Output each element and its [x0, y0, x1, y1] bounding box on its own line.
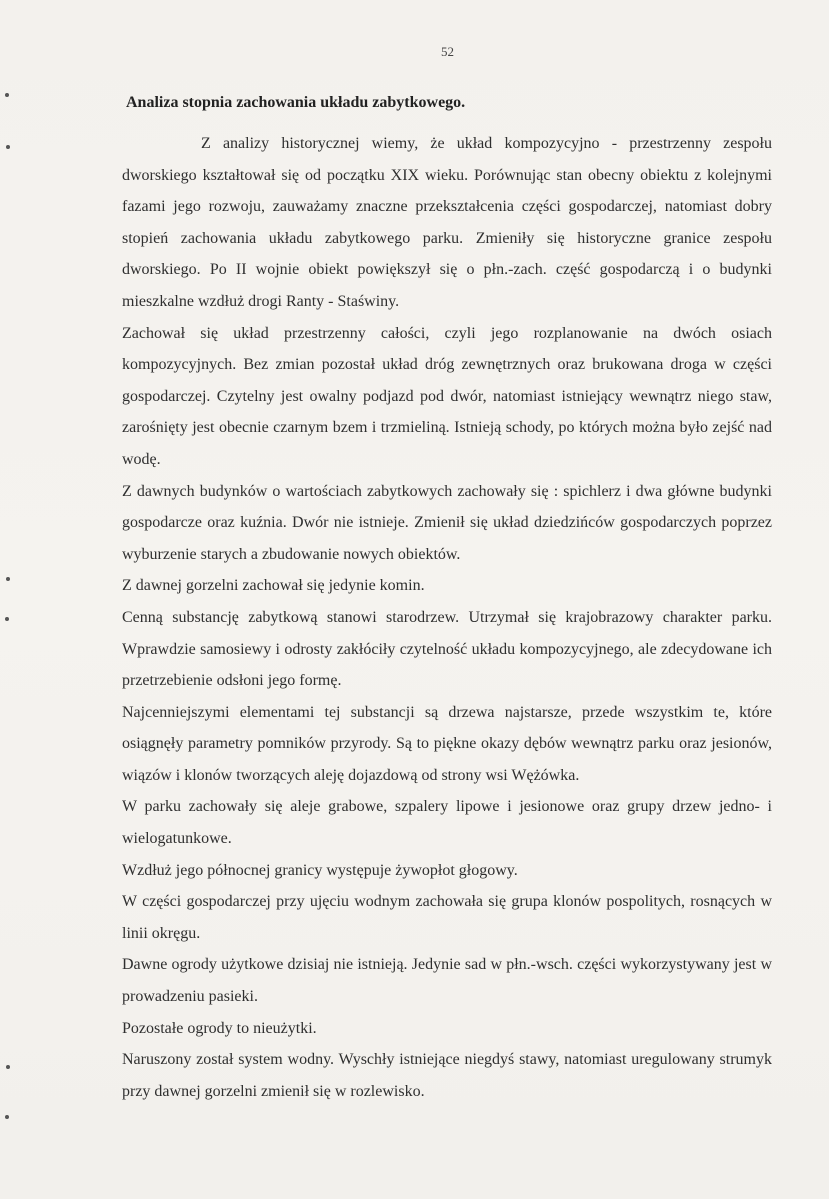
scan-mark — [6, 1065, 10, 1069]
body-text — [122, 128, 772, 1107]
paragraph: Z dawnych budynków o wartościach zabytkowych zachowały się : spichlerz i dwa główne budynki gospodarcze oraz kuźnia. Dwór nie istnieje. Zmienił się układ dziedzińców gospodarczych poprzez wyburzenie starych a zbudowanie nowych obiektów. — [122, 482, 772, 563]
paragraph: Dawne ogrody użytkowe dzisiaj nie istnieją. Jedynie sad w płn.-wsch. części wykorzystywany jest w prowadzeniu pasieki. — [122, 956, 772, 1006]
paragraph: Z analizy historycznej wiemy, że układ kompozycyjno - przestrzenny zespołu dworskiego kształtował się od początku XIX wieku. Porównując stan obecny obiektu z kolejnymi fazami jego rozwoju, zauważamy znaczne przekształcenia części gospodarczej, natomiast dobry stopień zachowania układu zabytkowego parku. Zmieniły się historyczne granice zespołu dworskiego. Po II wojnie obiekt powiększył się o płn.-zach. część gospodarczą i o budynki mieszkalne wzdłuż drogi Ranty - Staświny. — [122, 135, 772, 310]
paragraph: Pozostałe ogrody to nieużytki. — [122, 1019, 317, 1037]
scan-mark — [5, 93, 9, 97]
paragraph: Zachował się układ przestrzenny całości, czyli jego rozplanowanie na dwóch osiach kompozycyjnych. Bez zmian pozostał układ dróg zewnętrznych oraz brukowana droga w części gospodarczej. Czytelny jest owalny podjazd pod dwór, natomiast istniejący wewnątrz niego staw, zarośnięty jest obecnie czarnym bzem i trzmieliną. Istnieją schody, po których można było zejść nad wodę. — [122, 324, 772, 468]
paragraph: Cenną substancję zabytkową stanowi starodrzew. Utrzymał się krajobrazowy charakter parku. Wprawdzie samosiewy i odrosty zakłóciły czytelność układu kompozycyjnego, ale zdecydowane ich przetrzebienie odsłoni jego formę. — [122, 608, 772, 690]
page-number: 52 — [441, 44, 454, 59]
scan-mark — [5, 1115, 9, 1119]
scan-mark — [6, 145, 10, 149]
paragraph: Z dawnej gorzelni zachował się jedynie komin. — [122, 577, 425, 595]
paragraph: W parku zachowały się aleje grabowe, szpalery lipowe i jesionowe oraz grupy drzew jedno- i wielogatunkowe. — [122, 798, 772, 848]
section-heading: Analiza stopnia zachowania układu zabytkowego. — [126, 94, 466, 111]
paragraph: W części gospodarczej przy ujęciu wodnym zachowała się grupa klonów pospolitych, rosnących w linii okręgu. — [122, 893, 772, 942]
scan-mark — [6, 577, 10, 581]
scan-mark — [5, 617, 9, 621]
paragraph: Naruszony został system wodny. Wyschły istniejące niegdyś stawy, natomiast uregulowany strumyk przy dawnej gorzelni zmienił się w rozlewisko. — [122, 1051, 772, 1100]
paragraph: Najcenniejszymi elementami tej substancji są drzewa najstarsze, przede wszystkim te, które osiągnęły parametry pomników przyrody. Są to piękne okazy dębów wewnątrz parku oraz jesionów, wiązów i klonów tworzących aleję dojazdową od strony wsi Wężówka. — [122, 703, 772, 784]
paragraph: Wzdłuż jego północnej granicy występuje żywopłot głogowy. — [122, 861, 518, 879]
